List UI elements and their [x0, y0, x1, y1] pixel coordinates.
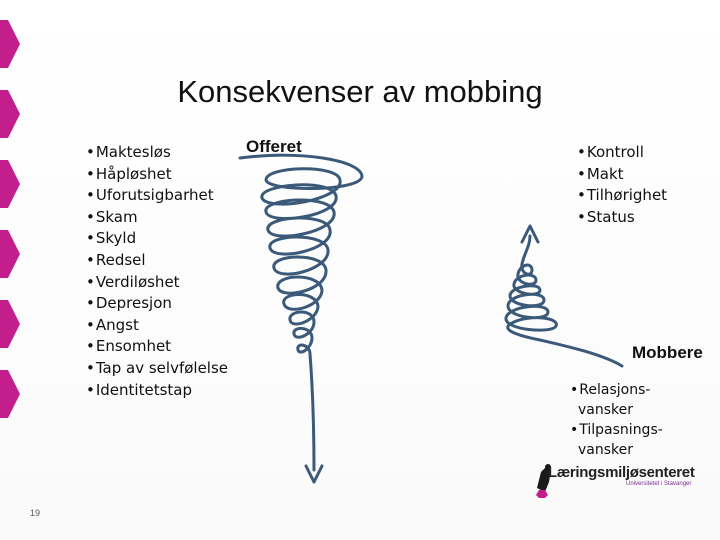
- list-item: •Ensomhet: [86, 337, 172, 356]
- list-item: •Uforutsigbarhet: [86, 186, 214, 205]
- list-item: •Makt: [577, 164, 624, 183]
- slide-title: Konsekvenser av mobbing: [177, 74, 543, 109]
- downward-spiral: [240, 155, 362, 470]
- list-item: •Tilhørighet: [577, 186, 668, 205]
- list-item: •Maktesløs: [86, 143, 171, 161]
- logo-subtitle: Universitetet i Stavanger: [626, 481, 692, 487]
- page-number: 19: [30, 508, 41, 518]
- bully-label: Mobbere: [632, 343, 703, 362]
- list-item: •Depresjon: [86, 294, 172, 313]
- list-item: •Identitetstap: [86, 380, 192, 399]
- list-item: •Verdiløshet: [86, 272, 180, 291]
- list-item: •Tilpasnings- vansker: [570, 422, 663, 458]
- list-item: •Tap av selvfølelse: [86, 358, 229, 377]
- bully-consequences-list: [570, 380, 663, 460]
- list-item: •Skyld: [86, 229, 137, 248]
- list-item: •Angst: [86, 315, 139, 334]
- logo-text: Læringsmiljøsenteret: [548, 464, 695, 481]
- list-item: •Skam: [86, 207, 138, 226]
- bully-gains-list: [577, 142, 667, 228]
- list-item: •Status: [577, 207, 635, 226]
- upward-spiral: [506, 236, 622, 366]
- logo-hexagon-icon: [536, 490, 548, 498]
- list-item: •Relasjons- vansker: [570, 382, 651, 418]
- list-item: •Håpløshet: [86, 164, 172, 183]
- victim-label: Offeret: [246, 137, 302, 156]
- list-item: •Redsel: [86, 250, 146, 269]
- list-item: •Kontroll: [577, 143, 644, 161]
